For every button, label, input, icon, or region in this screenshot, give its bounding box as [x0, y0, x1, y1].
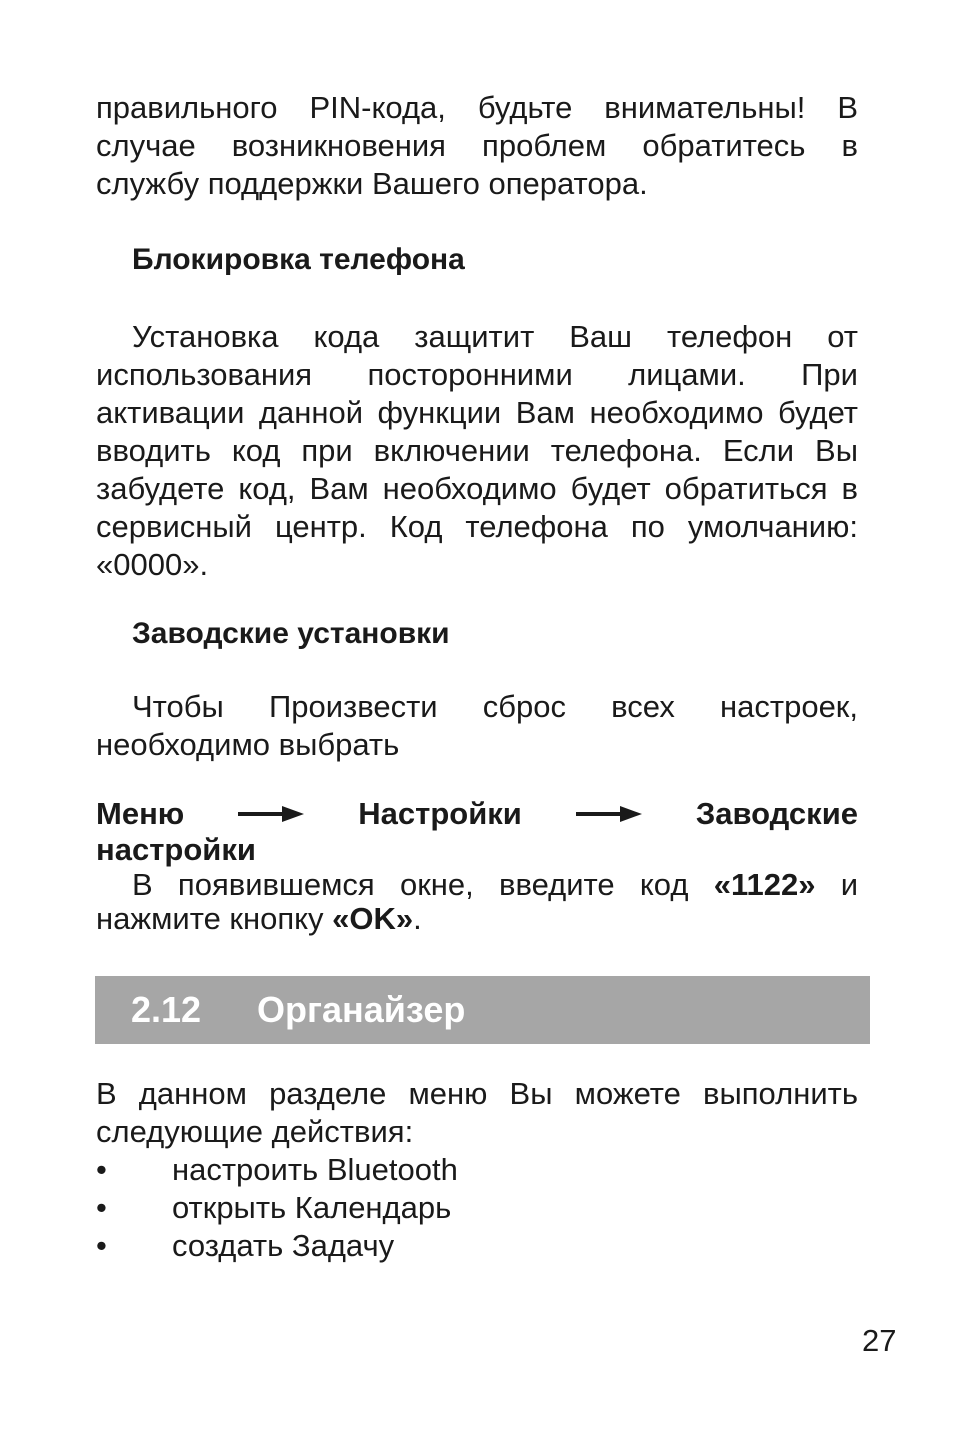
path-step-factory-continued: настройки: [96, 832, 256, 867]
reset-code: «1122»: [713, 867, 816, 902]
phone-lock-heading: Блокировка телефона: [132, 243, 465, 276]
path-step-menu: Меню: [96, 796, 185, 831]
bullet-icon: •: [96, 1190, 107, 1225]
section-header: [95, 976, 870, 1044]
bullet-icon: •: [96, 1152, 107, 1187]
instruction-text: В появившемся окне, введите код: [132, 867, 714, 902]
instruction-text: .: [413, 901, 422, 936]
list-item-text: настроить Bluetooth: [172, 1152, 458, 1187]
path-step-factory: Заводские: [695, 796, 858, 831]
list-item-text: создать Задачу: [172, 1228, 395, 1263]
arrow-right-icon: [238, 804, 304, 824]
list-item: [96, 1151, 858, 1189]
factory-reset-instruction: [96, 868, 858, 936]
ok-button-name: «OK»: [332, 901, 414, 936]
list-item: [96, 1227, 858, 1265]
organizer-intro: В данном разделе меню Вы можете выполнить следующие действия:: [96, 1076, 858, 1149]
organizer-actions-list: [96, 1151, 858, 1265]
factory-reset-heading: Заводские установки: [132, 617, 450, 650]
list-item: [96, 1189, 858, 1227]
arrow-right-icon: [576, 804, 642, 824]
page-number: 27: [862, 1323, 897, 1358]
list-item-text: открыть Календарь: [172, 1190, 452, 1225]
instruction-text: и нажмите кнопку: [96, 867, 859, 936]
factory-reset-text: Чтобы Произвести сброс всех настроек, необходимо выбрать: [96, 689, 858, 762]
bullet-icon: •: [96, 1228, 107, 1263]
path-step-settings: Настройки: [358, 796, 522, 831]
phone-lock-text: Установка кода защитит Ваш телефон от использования посторонними лицами. При активации данной функции Вам необходимо будет вводить код при включении телефона. Если Вы забудете код, Вам необходимо будет обратиться в сервисный центр. Код телефона по умолчанию: «0000».: [96, 319, 858, 582]
intro-paragraph: правильного PIN-кода, будьте внимательны! В случае возникновения проблем обратитесь в службу поддержки Вашего оператора.: [96, 90, 858, 201]
menu-path: [96, 796, 858, 868]
section-number: 2.12: [131, 989, 202, 1030]
section-title: Органайзер: [257, 989, 466, 1030]
